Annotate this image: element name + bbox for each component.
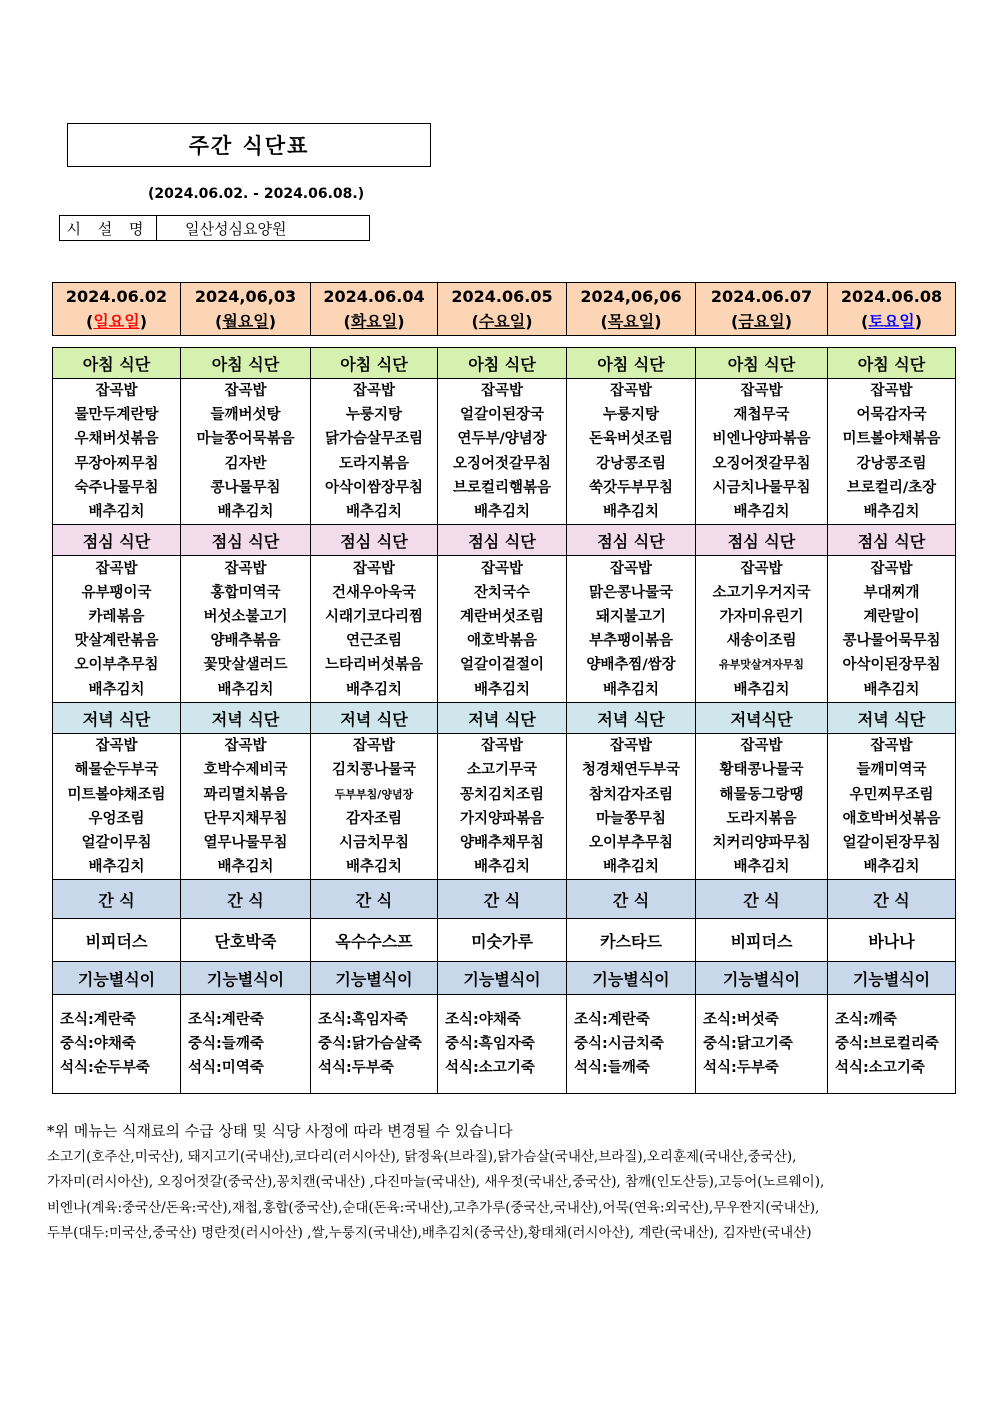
functional-item: 중식:야채죽 [60, 1036, 136, 1053]
menu-item: 건새우아욱국 [331, 584, 417, 601]
menu-item: 오이부추무침 [588, 835, 674, 852]
functional-cell [828, 995, 956, 1094]
menu-item: 애호박볶음 [466, 633, 538, 650]
notes-lead: *위 메뉴는 식재료의 수급 상태 및 식당 사정에 따라 변경될 수 있습니다 [47, 1122, 513, 1140]
functional-item: 중식:들깨죽 [188, 1036, 264, 1053]
menu-item: 잡곡밥 [870, 738, 913, 755]
lunch-header: 점심 식단 [181, 525, 311, 556]
menu-item: 배추김치 [473, 504, 531, 521]
menu-item: 부추팽이볶음 [588, 633, 674, 650]
dinner-header: 저녁 식단 [438, 703, 567, 734]
lunch-cell [696, 556, 828, 703]
breakfast-header: 아침 식단 [311, 348, 438, 379]
menu-item: 배추김치 [733, 504, 790, 521]
menu-table [52, 347, 956, 1094]
menu-item: 잡곡밥 [352, 383, 396, 399]
menu-item: 돈육버섯조림 [588, 431, 674, 448]
dinner-cell [53, 734, 181, 880]
menu-item: 무장아찌무침 [74, 455, 159, 472]
menu-item: 계란버섯조림 [459, 609, 545, 626]
menu-item: 배추김치 [217, 504, 274, 521]
functional-cell [438, 995, 567, 1094]
facility-box [59, 215, 370, 241]
menu-item: 배추김치 [733, 681, 790, 698]
menu-item: 배추김치 [863, 504, 920, 521]
functional-cell [696, 995, 828, 1094]
menu-item: 재첩무국 [733, 407, 790, 424]
dinner-header: 저녁 식단 [828, 703, 956, 734]
menu-item: 잡곡밥 [352, 738, 396, 755]
day-date: 2024.06.02 [65, 287, 168, 306]
functional-item: 석식:순두부죽 [60, 1060, 150, 1077]
menu-item: 비엔나양파볶음 [712, 431, 811, 448]
menu-item: 양배추찜/쌈장 [586, 657, 676, 674]
menu-item: 잡곡밥 [480, 738, 524, 755]
functional-item: 조식:계란죽 [574, 1012, 650, 1029]
menu-item: 강낭콩조림 [856, 455, 927, 472]
menu-item: 치커리양파무침 [712, 835, 811, 852]
functional-item: 석식:소고기죽 [445, 1060, 535, 1077]
date-header-table [52, 282, 956, 336]
menu-item: 김자반 [224, 455, 267, 472]
menu-item: 어묵감자국 [856, 407, 927, 424]
snack-header: 간 식 [53, 880, 181, 919]
menu-item: 오징어젓갈무침 [712, 455, 811, 472]
functional-item: 석식:미역죽 [188, 1060, 264, 1077]
menu-item: 배추김치 [88, 681, 145, 698]
facility-label: 시 설 명 [60, 216, 157, 240]
menu-item: 맛살계란볶음 [74, 633, 159, 650]
breakfast-cell [311, 379, 438, 525]
menu-item: 들깨버섯탕 [210, 407, 281, 424]
menu-item: 참치감자조림 [588, 786, 674, 803]
day-date: 2024.06.07 [710, 287, 813, 306]
menu-item: 배추김치 [88, 504, 145, 521]
menu-item: 배추김치 [863, 859, 920, 876]
day-date: 2024.06.05 [451, 287, 553, 306]
menu-item: 잡곡밥 [740, 738, 783, 755]
menu-item: 잔치국수 [473, 584, 531, 601]
menu-item: 배추김치 [602, 504, 660, 521]
dinner-header: 저녁 식단 [567, 703, 696, 734]
snack-item: 미숫가루 [438, 919, 567, 962]
menu-item: 시금치나물무침 [712, 479, 811, 496]
menu-item: 두부부침/양념장 [334, 787, 414, 801]
dinner-cell [696, 734, 828, 880]
menu-item: 느타리버섯볶음 [324, 657, 424, 674]
menu-item: 잡곡밥 [609, 560, 653, 577]
menu-item: 우민찌무조림 [849, 786, 934, 803]
day-name: 목요일 [607, 312, 655, 331]
menu-item: 가지양파볶음 [459, 810, 545, 827]
menu-item: 콩나물어묵무침 [842, 633, 941, 650]
menu-item: 양배추볶음 [210, 633, 281, 650]
menu-item: 연두부/양념장 [457, 431, 547, 448]
menu-item: 호박수제비국 [203, 762, 288, 779]
functional-item: 석식:소고기죽 [835, 1060, 925, 1077]
menu-item: 양배추채무침 [459, 835, 545, 852]
dinner-cell [567, 734, 696, 880]
menu-item: 얼갈이된장무침 [842, 835, 941, 852]
functional-item: 조식:버섯죽 [703, 1012, 779, 1029]
lunch-cell [438, 556, 567, 703]
menu-item: 단무지채무침 [203, 810, 288, 827]
menu-item: 잡곡밥 [870, 383, 913, 399]
snack-item: 옥수수스프 [311, 919, 438, 962]
page-title: 주간 식단표 [67, 123, 431, 167]
menu-item: 들깨미역국 [856, 762, 927, 779]
menu-item: 꽁치김치조림 [459, 786, 545, 803]
menu-item: 미트볼야채볶음 [842, 431, 941, 448]
menu-item: 아삭이된장무침 [842, 657, 941, 674]
menu-item: 열무나물무침 [203, 835, 288, 852]
breakfast-cell [828, 379, 956, 525]
day-of-week: (수요일) [471, 312, 533, 331]
menu-item: 새송이조림 [726, 633, 797, 650]
functional-item: 조식:야채죽 [445, 1012, 521, 1029]
menu-item: 부대찌개 [863, 584, 920, 601]
menu-item: 애호박버섯볶음 [842, 810, 941, 827]
dinner-cell [311, 734, 438, 880]
lunch-header: 점심 식단 [53, 525, 181, 556]
menu-item: 쑥갓두부무침 [588, 479, 674, 496]
day-header-cell [53, 283, 181, 336]
dinner-header: 저녁 식단 [311, 703, 438, 734]
menu-item: 배추김치 [473, 681, 531, 698]
menu-item: 홍합미역국 [210, 584, 281, 601]
menu-item: 잡곡밥 [609, 383, 653, 399]
notes-line: 가자미(러시아산), 오징어젓갈(중국산),꽁치캔(국내산) ,다진마늘(국내산), 새우젓(국내산,중국산), 참깨(인도산등),고등어(노르웨이), [47, 1174, 825, 1190]
menu-item: 배추김치 [345, 681, 403, 698]
functional-item: 조식:깨죽 [835, 1012, 897, 1029]
notes [47, 1119, 947, 1247]
functional-header: 기능별식이 [567, 962, 696, 995]
menu-item: 소고기우거지국 [712, 584, 811, 601]
day-header-cell [696, 283, 828, 336]
day-name: 토요일 [868, 312, 915, 331]
functional-item: 조식:계란죽 [188, 1012, 264, 1029]
functional-item: 석식:두부죽 [703, 1060, 779, 1077]
menu-item: 잡곡밥 [95, 383, 138, 399]
functional-cell [311, 995, 438, 1094]
menu-item: 얼갈이된장국 [459, 407, 545, 424]
breakfast-header: 아침 식단 [567, 348, 696, 379]
snack-header: 간 식 [438, 880, 567, 919]
functional-item: 석식:두부죽 [318, 1060, 394, 1077]
menu-item: 가자미유린기 [719, 609, 804, 626]
day-header-cell [828, 283, 956, 336]
menu-item: 버섯소불고기 [203, 609, 288, 626]
functional-header: 기능별식이 [696, 962, 828, 995]
functional-cell [181, 995, 311, 1094]
day-date: 2024,06,03 [194, 287, 297, 306]
functional-item: 석식:들깨죽 [574, 1060, 650, 1077]
menu-item: 잡곡밥 [609, 738, 653, 755]
day-of-week: (화요일) [343, 312, 405, 331]
lunch-header: 점심 식단 [567, 525, 696, 556]
menu-item: 꽈리멸치볶음 [203, 786, 288, 803]
menu-item: 미트볼야채조림 [67, 786, 166, 803]
breakfast-header: 아침 식단 [696, 348, 828, 379]
breakfast-header: 아침 식단 [53, 348, 181, 379]
notes-line: 두부(대두:미국산,중국산) 명란젓(러시아산) ,쌀,누룽지(국내산),배추김치(중국산),황태채(러시아산), 계란(국내산), 김자반(국내산) [47, 1225, 812, 1241]
menu-item: 맑은콩나물국 [588, 584, 674, 601]
day-date: 2024.06.04 [323, 287, 425, 306]
lunch-header: 점심 식단 [438, 525, 567, 556]
menu-item: 누룽지탕 [345, 407, 403, 424]
breakfast-header: 아침 식단 [828, 348, 956, 379]
day-date: 2024.06.08 [840, 287, 943, 306]
day-header-cell [567, 283, 696, 336]
lunch-cell [567, 556, 696, 703]
menu-item: 브로컬리/초장 [846, 479, 937, 496]
snack-item: 비피더스 [696, 919, 828, 962]
menu-item: 소고기무국 [466, 762, 538, 779]
breakfast-header: 아침 식단 [181, 348, 311, 379]
lunch-header: 점심 식단 [828, 525, 956, 556]
menu-item: 잡곡밥 [224, 738, 267, 755]
menu-item: 시래기코다리찜 [324, 609, 424, 626]
menu-item: 얼갈이겉절이 [459, 657, 545, 674]
menu-item: 감자조림 [345, 810, 403, 827]
functional-item: 중식:닭가슴살죽 [318, 1036, 422, 1053]
lunch-header: 점심 식단 [696, 525, 828, 556]
notes-line: 소고기(호주산,미국산), 돼지고기(국내산),코다리(러시아산), 닭정육(브라질),닭가슴살(국내산,브라질),오리훈제(국내산,중국산), [47, 1148, 797, 1165]
lunch-cell [828, 556, 956, 703]
lunch-header: 점심 식단 [311, 525, 438, 556]
menu-item: 꽃맛살샐러드 [203, 657, 288, 674]
functional-cell [567, 995, 696, 1094]
breakfast-cell [438, 379, 567, 525]
day-of-week: (토요일) [861, 312, 922, 331]
menu-item: 잡곡밥 [95, 560, 138, 577]
menu-item: 오이부추무침 [74, 657, 159, 674]
menu-item: 브로컬리햄볶음 [452, 479, 552, 496]
day-name: 화요일 [350, 312, 398, 331]
lunch-cell [311, 556, 438, 703]
menu-item: 잡곡밥 [352, 560, 396, 577]
menu-item: 배추김치 [733, 859, 790, 876]
menu-item: 닭가슴살무조림 [324, 431, 424, 448]
menu-item: 연근조림 [345, 633, 403, 650]
functional-header: 기능별식이 [828, 962, 956, 995]
functional-header: 기능별식이 [311, 962, 438, 995]
dinner-cell [828, 734, 956, 880]
snack-header: 간 식 [696, 880, 828, 919]
menu-item: 오징어젓갈무침 [452, 455, 552, 472]
menu-item: 잡곡밥 [870, 560, 913, 577]
menu-item: 잡곡밥 [224, 560, 267, 577]
functional-cell [53, 995, 181, 1094]
menu-item: 배추김치 [863, 681, 920, 698]
dinner-header: 저녁 식단 [53, 703, 181, 734]
menu-item: 마늘쫑어묵볶음 [196, 431, 295, 448]
functional-header: 기능별식이 [181, 962, 311, 995]
snack-item: 비피더스 [53, 919, 181, 962]
menu-item: 배추김치 [88, 859, 145, 876]
menu-item: 시금치무침 [338, 835, 410, 852]
menu-item: 숙주나물무침 [74, 479, 159, 496]
day-name: 수요일 [478, 312, 526, 331]
menu-item: 잡곡밥 [480, 383, 524, 399]
menu-item: 아삭이쌈장무침 [324, 479, 424, 496]
menu-item: 도라지볶음 [726, 810, 797, 827]
functional-item: 중식:브로컬리죽 [835, 1036, 939, 1053]
menu-item: 배추김치 [217, 859, 274, 876]
dinner-header: 저녁 식단 [181, 703, 311, 734]
day-of-week: (금요일) [731, 312, 792, 331]
functional-item: 중식:흑임자죽 [445, 1036, 535, 1053]
functional-item: 중식:닭고기죽 [703, 1036, 793, 1053]
menu-item: 도라지볶음 [338, 455, 410, 472]
day-date: 2024,06,06 [580, 287, 682, 306]
day-header-cell [438, 283, 567, 336]
menu-item: 우엉조림 [88, 810, 145, 827]
menu-item: 누룽지탕 [602, 407, 660, 424]
dinner-header: 저녁식단 [696, 703, 828, 734]
breakfast-cell [53, 379, 181, 525]
menu-item: 배추김치 [345, 859, 403, 876]
snack-header: 간 식 [181, 880, 311, 919]
menu-item: 콩나물무침 [210, 479, 281, 496]
functional-item: 중식:시금치죽 [574, 1036, 664, 1053]
menu-item: 강낭콩조림 [595, 455, 667, 472]
menu-item: 해물순두부국 [74, 762, 159, 779]
period: (2024.06.02. - 2024.06.08.) [148, 186, 365, 202]
menu-item: 배추김치 [345, 504, 403, 521]
menu-item: 김치콩나물국 [331, 762, 417, 779]
day-name: 일요일 [93, 312, 140, 331]
menu-item: 얼갈이무침 [81, 835, 152, 852]
snack-item: 단호박죽 [181, 919, 311, 962]
menu-item: 해물동그랑땡 [719, 786, 804, 803]
snack-header: 간 식 [567, 880, 696, 919]
menu-item: 잡곡밥 [224, 383, 267, 399]
snack-item: 바나나 [828, 919, 956, 962]
menu-item: 카레볶음 [88, 609, 145, 626]
dinner-cell [438, 734, 567, 880]
lunch-cell [53, 556, 181, 703]
menu-item: 물만두계란탕 [74, 407, 159, 424]
menu-item: 배추김치 [217, 681, 274, 698]
day-name: 금요일 [738, 312, 785, 331]
day-of-week: (일요일) [86, 312, 147, 331]
notes-line: 비엔나(계육:중국산/돈육:국산),재첩,홍합(중국산),순대(돈육:국내산),고추가루(중국산,국내산),어묵(연육:외국산),무우짠지(국내산), [47, 1199, 820, 1216]
menu-item: 우채버섯볶음 [74, 431, 159, 448]
menu-item: 마늘쫑무침 [595, 810, 667, 827]
day-header-cell [181, 283, 311, 336]
functional-item: 조식:계란죽 [60, 1012, 136, 1029]
day-name: 월요일 [222, 312, 269, 331]
day-header-cell [311, 283, 438, 336]
menu-item: 배추김치 [602, 859, 660, 876]
menu-item: 잡곡밥 [740, 560, 783, 577]
dinner-cell [181, 734, 311, 880]
menu-item: 배추김치 [473, 859, 531, 876]
functional-header: 기능별식이 [53, 962, 181, 995]
functional-item: 조식:흑임자죽 [318, 1012, 408, 1029]
menu-item: 황태콩나물국 [719, 762, 804, 779]
day-of-week: (월요일) [215, 312, 276, 331]
menu-item: 잡곡밥 [740, 383, 783, 399]
functional-header: 기능별식이 [438, 962, 567, 995]
menu-item: 유부맛살겨자무침 [718, 658, 804, 672]
snack-header: 간 식 [828, 880, 956, 919]
menu-item: 청경채연두부국 [581, 762, 681, 779]
menu-item: 돼지불고기 [595, 609, 667, 626]
breakfast-cell [696, 379, 828, 525]
lunch-cell [181, 556, 311, 703]
menu-item: 잡곡밥 [480, 560, 524, 577]
breakfast-cell [181, 379, 311, 525]
menu-item: 유부팽이국 [81, 584, 152, 601]
day-of-week: (목요일) [600, 312, 662, 331]
menu-item: 계란말이 [863, 609, 920, 626]
snack-header: 간 식 [311, 880, 438, 919]
breakfast-cell [567, 379, 696, 525]
menu-item: 배추김치 [602, 681, 660, 698]
snack-item: 카스타드 [567, 919, 696, 962]
menu-item: 잡곡밥 [95, 738, 138, 755]
facility-value: 일산성심요양원 [185, 219, 287, 238]
breakfast-header: 아침 식단 [438, 348, 567, 379]
